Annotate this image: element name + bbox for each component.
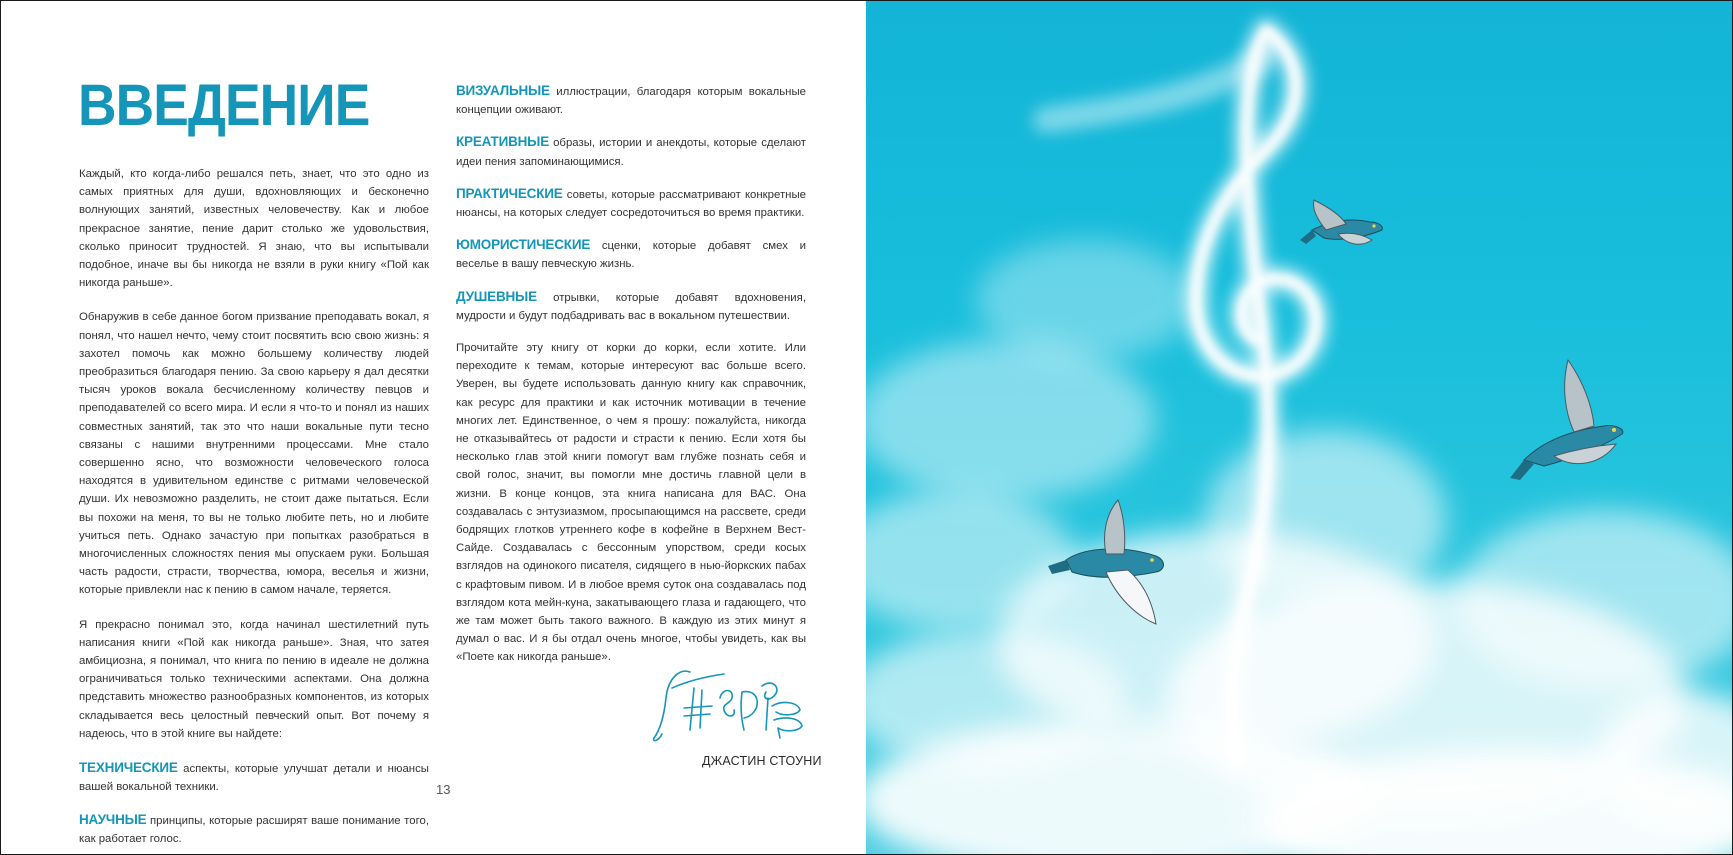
paragraph-closing: Прочитайте эту книгу от корки до корки, если хотите. Или переходите к темам, которые интересуют вас больше всего. Уверен, вы будете использовать данную книгу как справочник, как ресурс для практики и как источник мотивации в течение многих лет. Единственное, о чем я прошу: пожалуйста, никогда не отказывайтесь от радости и страсти к пению. Если хотя бы несколько глав этой книги помогут вам глубже познать себя и свой голос, значит, вы помогли мне достичь главной цели в жизни. В конце концов, эта книга написана для ВАС. Она создавалась с энтузиазмом, просыпающимся на рассвете, среди бодрящих глотков утреннего кофе в кофейне в Верхнем Вест-Сайде. Создавалась с бессонным упорством, среди косых взглядов на одинокого писателя, сидящего в нью-йоркских пабах с крафтовым пивом. И в любое время суток она создавалась под взглядом кота мейн-куна, закатывающего глаза и гадающего, что же там может быть такого важного. В каждую из этих минут я думал о вас. И я бы отдал очень многое, чтобы увидеть, как вы «Поете как никогда раньше».	[456, 342, 806, 664]
item-text: принципы, которые расширят ваше понимание того, как работает голос.	[79, 814, 429, 845]
item-text: образы, истории и анекдоты, которые сделают идеи пения запоминающимися.	[456, 137, 806, 168]
item-text: аспекты, которые улучшат детали и нюансы вашей вокальной техники.	[79, 763, 429, 794]
paragraph-calling: Обнаружив в себе данное богом призвание преподавать вокал, я понял, что нашел нечто, чему стоит посвятить всю свою жизнь: я захотел помочь как можно большему количеству людей преобразиться благодаря пению. За свою карьеру я дал десятки тысяч уроков вокала бесчисленному количеству певцов и преподавателей со всего мира. И если я что-то и понял из наших совместных занятий, так это что наши вокальные пути тесно связаны с нашими внутренними процессами. Мне стало совершенно ясно, что возможности человеческого голоса находятся в удивительном единстве с ритмами человеческой души. Их невозможно разделить, не стоит даже пытаться. Если вы похожи на меня, то вы не только любите петь, но и любите учиться петь. Однако зачастую при попытках разобраться в многочисленных сложностях пения мы опускаем руки. Большая часть радости, страсти, творчества, юмора, веселья и жизни, которые привлекли нас к пению в самом начале, теряется.	[79, 311, 429, 597]
list-item-creative	[456, 133, 806, 170]
keyword-humorous: ЮМОРИСТИЧЕСКИЕ	[456, 237, 591, 253]
paragraph-book-goals: Я прекрасно понимал это, когда начинал шестилетний путь написания книги «Пой как никогда раньше». Зная, что затея амбициозна, я понимал, что книга по пению в идеале не должна ограничиваться только техническими аспектами. Она должна представить множество разнообразных компонентов, из которых складывается весь целостный певческий опыт. Вот почему я надеюсь, что в этой книге вы найдете:	[79, 618, 429, 740]
list-item-humorous	[456, 236, 806, 273]
item-text: советы, которые рассматривают конкретные нюансы, на которых следует сосредоточиться во время практики.	[456, 188, 806, 220]
left-page	[0, 0, 866, 855]
list-item-practical	[456, 185, 806, 222]
list-item-scientific	[79, 811, 429, 848]
paragraph-intro: Каждый, кто когда-либо решался петь, знает, что это одно из самых приятных для души, вдохновляющих и бесконечно волнующих занятий, известных человечеству. Как и любое прекрасное занятие, пение дарит столько же удовольствия, сколько приносит трудностей. Я знаю, что вы испытывали подобное, иначе вы бы никогда не взяли в руки книгу «Пой как никогда раньше».	[79, 168, 429, 290]
sky-scene	[866, 0, 1733, 855]
keyword-visual: ВИЗУАЛЬНЫЕ	[456, 83, 550, 98]
keyword-soulful: ДУШЕВНЫЕ	[456, 288, 537, 304]
text-column-right	[456, 82, 806, 683]
bird-icon	[1510, 360, 1623, 480]
text-column-left	[79, 165, 429, 855]
keyword-technical: ТЕХНИЧЕСКИЕ	[79, 760, 178, 776]
list-item-soulful	[456, 288, 806, 325]
item-text: отрывки, которые добавят вдохновения, мудрости и будут подбадривать вас в вокальном путешествии.	[456, 291, 806, 322]
bird-icon	[1300, 200, 1382, 244]
keyword-creative: КРЕАТИВНЫЕ	[456, 134, 549, 150]
list-item-visual	[456, 82, 806, 119]
item-text: сценки, которые добавят смех и веселье в вашу певческую жизнь.	[456, 240, 806, 271]
page-title: ВВЕДЕНИЕ	[78, 73, 370, 138]
clouds	[866, 240, 1733, 855]
page-number: 13	[436, 782, 451, 797]
list-item-technical	[79, 759, 429, 796]
sky-illustration	[866, 0, 1733, 855]
author-signature	[650, 658, 810, 748]
keyword-practical: ПРАКТИЧЕСКИЕ	[456, 185, 563, 201]
keyword-scientific: НАУЧНЫЕ	[79, 811, 147, 827]
item-text: иллюстрации, благодаря которым вокальные концепции оживают.	[456, 86, 806, 117]
author-name: ДЖАСТИН СТОУНИ	[702, 754, 822, 768]
